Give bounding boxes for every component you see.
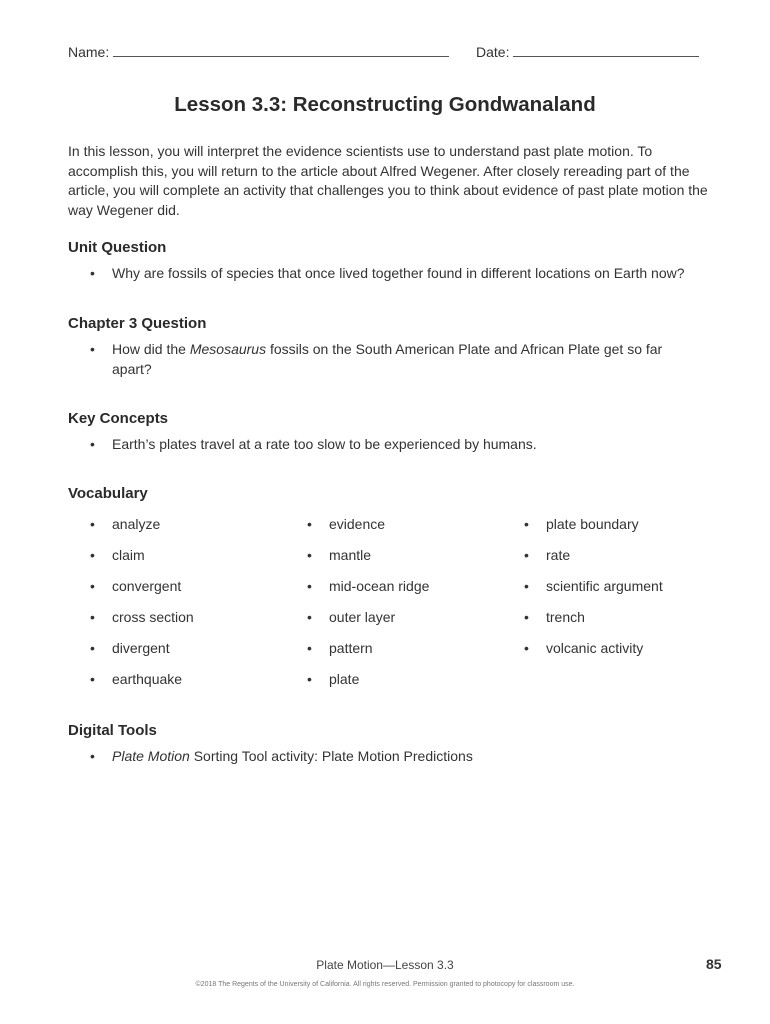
bullet-icon: • [90, 609, 95, 625]
bullet-icon: • [307, 547, 312, 563]
vocab-term: scientific argument [546, 578, 663, 594]
vocab-term: mantle [329, 547, 372, 563]
bullet-icon: • [90, 265, 95, 281]
vocab-term: pattern [329, 640, 373, 656]
vocab-item [524, 608, 585, 628]
bullet-icon: • [90, 516, 95, 532]
bullet-icon: • [90, 748, 95, 764]
vocab-term: plate boundary [546, 516, 639, 532]
name-field-row [68, 44, 449, 60]
bullet-icon: • [90, 640, 95, 656]
vocab-item [90, 546, 145, 566]
digital-tool-title: Plate Motion [112, 748, 190, 764]
vocab-term: convergent [112, 578, 182, 594]
vocab-item [307, 639, 373, 659]
name-label: Name: [68, 44, 110, 60]
vocab-item [524, 577, 663, 597]
vocab-item [90, 670, 182, 690]
footer-lesson-label: Plate Motion—Lesson 3.3 [316, 958, 454, 972]
date-field-row [476, 44, 699, 60]
vocab-item [90, 515, 160, 535]
unit-question-text: Why are fossils of species that once lived together found in different locations on Earth now? [112, 265, 685, 281]
vocab-term: plate [329, 671, 360, 687]
vocab-item [90, 639, 170, 659]
bullet-icon: • [90, 547, 95, 563]
unit-question-item [90, 264, 730, 284]
bullet-icon: • [90, 671, 95, 687]
vocab-item [524, 546, 570, 566]
copyright-notice: ©2018 The Regents of the University of California. All rights reserved. Permission granted to photocopy for classroom use. [195, 981, 575, 988]
chapter-question-before: How did the [112, 341, 190, 357]
page-number: 85 [706, 956, 722, 972]
key-concepts-heading: Key Concepts [68, 410, 169, 427]
vocab-term: volcanic activity [546, 640, 644, 656]
vocab-term: evidence [329, 516, 386, 532]
vocab-term: analyze [112, 516, 161, 532]
vocabulary-heading: Vocabulary [68, 485, 148, 502]
bullet-icon: • [90, 578, 95, 594]
chapter-question-text [90, 340, 690, 379]
vocab-item [90, 577, 181, 597]
digital-tool-item [90, 747, 730, 767]
bullet-icon: • [524, 516, 529, 532]
digital-tools-heading: Digital Tools [68, 722, 157, 739]
intro-paragraph: In this lesson, you will interpret the evidence scientists use to understand past plate motion. To accomplish this, you will return to the article about Alfred Wegener. After closely rereading part of the article, you will complete an activity that challenges you to think about evidence of past plate motion the way Wegener did. [68, 143, 708, 218]
bullet-icon: • [524, 609, 529, 625]
digital-tool-text [90, 747, 730, 767]
vocab-term: divergent [112, 640, 170, 656]
chapter-question-item [90, 340, 690, 379]
vocab-item [307, 546, 371, 566]
vocab-item [307, 515, 385, 535]
lesson-title: Lesson 3.3: Reconstructing Gondwanaland [174, 93, 596, 116]
bullet-icon: • [524, 640, 529, 656]
vocab-term: trench [546, 609, 585, 625]
vocab-term: outer layer [329, 609, 396, 625]
bullet-icon: • [90, 436, 95, 452]
bullet-icon: • [307, 578, 312, 594]
bullet-icon: • [524, 578, 529, 594]
unit-question-heading: Unit Question [68, 239, 167, 256]
bullet-icon: • [524, 547, 529, 563]
digital-tool-desc: Sorting Tool activity: Plate Motion Predictions [189, 748, 473, 764]
chapter-question-after: fossils on the South American Plate and African Plate get so far apart? [112, 341, 663, 377]
vocab-item [524, 515, 639, 535]
vocab-item [307, 608, 395, 628]
chapter-question-heading: Chapter 3 Question [68, 315, 207, 332]
key-concept-text: Earth’s plates travel at a rate too slow to be experienced by humans. [112, 436, 537, 452]
chapter-question-species: Mesosaurus [189, 341, 267, 357]
vocab-item [524, 639, 643, 659]
vocab-term: claim [112, 547, 145, 563]
vocab-term: cross section [112, 609, 194, 625]
bullet-icon: • [307, 609, 312, 625]
vocab-term: mid-ocean ridge [329, 578, 430, 594]
bullet-icon: • [90, 341, 95, 357]
bullet-icon: • [307, 640, 312, 656]
name-blank-line[interactable] [113, 44, 449, 57]
date-blank-line[interactable] [513, 44, 699, 57]
vocab-term: earthquake [112, 671, 183, 687]
vocab-term: rate [546, 547, 571, 563]
vocab-item [90, 608, 194, 628]
vocab-item [307, 670, 359, 690]
key-concept-item [90, 435, 730, 455]
bullet-icon: • [307, 516, 312, 532]
bullet-icon: • [307, 671, 312, 687]
vocab-item [307, 577, 429, 597]
date-label: Date: [476, 44, 510, 60]
